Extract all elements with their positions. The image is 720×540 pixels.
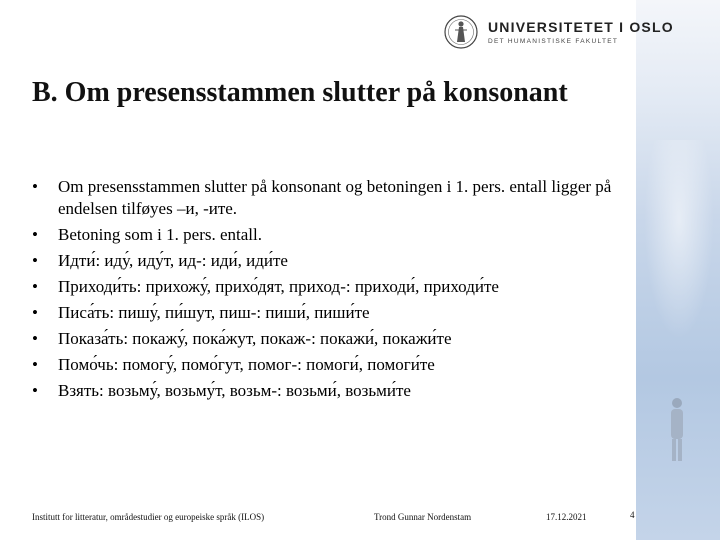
bullet-item	[30, 328, 630, 350]
bullet-text: Om presensstammen slutter på konsonant og betoningen i 1. pers. entall ligger på endelsen tilføyes –и, -ите.	[58, 177, 612, 218]
slide-title: B. Om presensstammen slutter på konsonant	[32, 77, 568, 108]
bullet-list	[30, 176, 630, 406]
bullet-marker: •	[32, 303, 38, 322]
footer-institute: Institutt for litteratur, områdestudier og europeiske språk (ILOS)	[32, 512, 265, 522]
bullet-text: Идти́: иду́, иду́т, ид-: иди́, иди́те	[58, 251, 288, 270]
footer-date: 17.12.2021	[546, 512, 587, 522]
bullet-text: Взять: возьму́, возьму́т, возьм-: возьми́, возьми́те	[58, 381, 411, 400]
bullet-text: Приходи́ть: прихожу́, прихо́дят, приход-: приходи́, приходи́те	[58, 277, 499, 296]
bullet-marker: •	[32, 177, 38, 196]
faculty-name: DET HUMANISTISKE FAKULTET	[488, 38, 619, 45]
university-name: UNIVERSITETET I OSLO	[488, 19, 674, 35]
footer-author: Trond Gunnar Nordenstam	[374, 512, 472, 522]
side-panel-highlight	[644, 140, 714, 340]
bullet-marker: •	[32, 277, 38, 296]
bullet-text: Betoning som i 1. pers. entall.	[58, 225, 262, 244]
bullet-item	[30, 176, 630, 220]
bullet-item	[30, 276, 630, 298]
university-seal-icon	[444, 12, 478, 52]
university-logo[interactable]	[444, 12, 674, 52]
page-number: 4	[630, 510, 635, 520]
bullet-item	[30, 224, 630, 246]
bullet-text: Помо́чь: помогу́, помо́гут, помог-: помоги́, помоги́те	[58, 355, 435, 374]
statue-figure-icon	[664, 395, 690, 465]
bullet-text: Показа́ть: покажу́, пока́жут, покаж-: покажи́, покажи́те	[58, 329, 452, 348]
bullet-marker: •	[32, 381, 38, 400]
bullet-item	[30, 250, 630, 272]
bullet-marker: •	[32, 251, 38, 270]
bullet-marker: •	[32, 225, 38, 244]
bullet-marker: •	[32, 355, 38, 374]
bullet-item	[30, 354, 630, 376]
bullet-marker: •	[32, 329, 38, 348]
bullet-text: Писа́ть: пишу́, пи́шут, пиш-: пиши́, пиши́те	[58, 303, 370, 322]
bullet-item	[30, 380, 630, 402]
bullet-item	[30, 302, 630, 324]
